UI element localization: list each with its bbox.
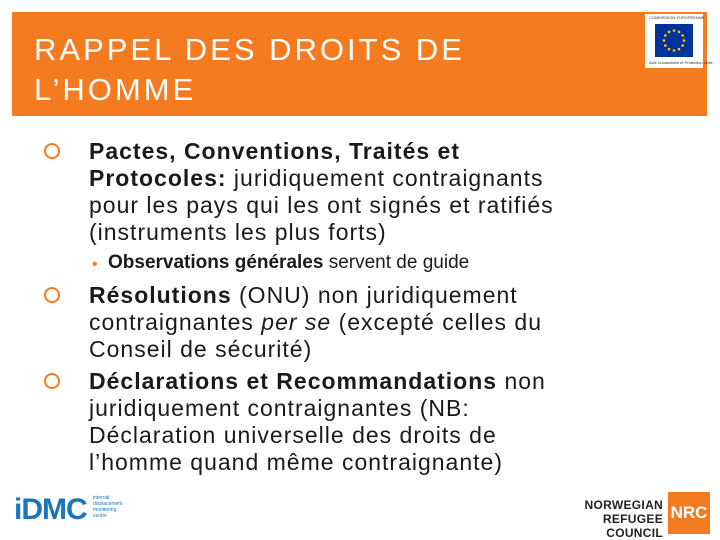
idmc-line-3: monitoring [93,507,117,513]
bullet-1-line2-bold: Protocoles: [89,165,227,191]
bullet-2-rest: (ONU) non juridiquement [231,282,518,308]
sub-bullet-observations [108,250,469,276]
nrc-line-1: NORWEGIAN [584,498,663,512]
dot-bullet-icon: • [92,256,98,273]
sub-bullet-rest: servent de guide [323,252,470,273]
sub-bullet-bold: Observations générales [108,252,324,273]
idmc-line-1: internal [93,495,110,501]
nrc-line-2: REFUGEE COUNCIL [602,512,663,540]
bullet-1-line4: (instruments les plus forts) [89,219,387,245]
bullet-declarations [89,368,546,476]
bullet-treaties [89,138,554,246]
bullet-1-line2: juridiquement contraignants [226,165,544,191]
bullet-2-bold: Résolutions [89,282,232,308]
bullet-resolutions [89,282,542,363]
idmc-wordmark: iDMC [14,493,87,526]
idmc-tagline [93,495,133,519]
nrc-logo: NRC [668,492,710,534]
eu-caption-top: COMMISSION EUROPÉENNE [649,15,705,20]
eu-caption-bottom: Aide humanitaire et Protection civile [649,60,713,65]
bullet-2-line2-post: (excepté celles du [331,309,542,335]
bullet-1-bold: Pactes, Conventions, Traités et [89,138,461,164]
bullet-2-line2-pre: contraignantes [89,309,262,335]
bullet-3-rest: non [497,368,546,394]
bullet-1-line3: pour les pays qui les ont signés et ratifiés [89,192,554,218]
bullet-3-line3: Déclaration universelle des droits de [89,422,497,448]
ring-bullet-icon [44,287,60,303]
bullet-3-line4: l’homme quand même contraignante) [89,449,503,475]
ring-bullet-icon [44,143,60,159]
title-line-2: L’HOMME [34,72,197,107]
idmc-line-4: centre [93,513,107,519]
bullet-3-line2: juridiquement contraignantes (NB: [89,395,470,421]
bullet-2-italic: per se [261,309,332,335]
idmc-line-2: displacement [93,501,123,507]
title-line-1: RAPPEL DES DROITS DE [34,32,465,67]
bullet-2-line3: Conseil de sécurité) [89,336,313,362]
bullet-3-bold: Déclarations et Recommandations [89,368,498,394]
ring-bullet-icon [44,373,60,389]
idmc-logo [14,493,123,527]
nrc-name [565,498,663,540]
